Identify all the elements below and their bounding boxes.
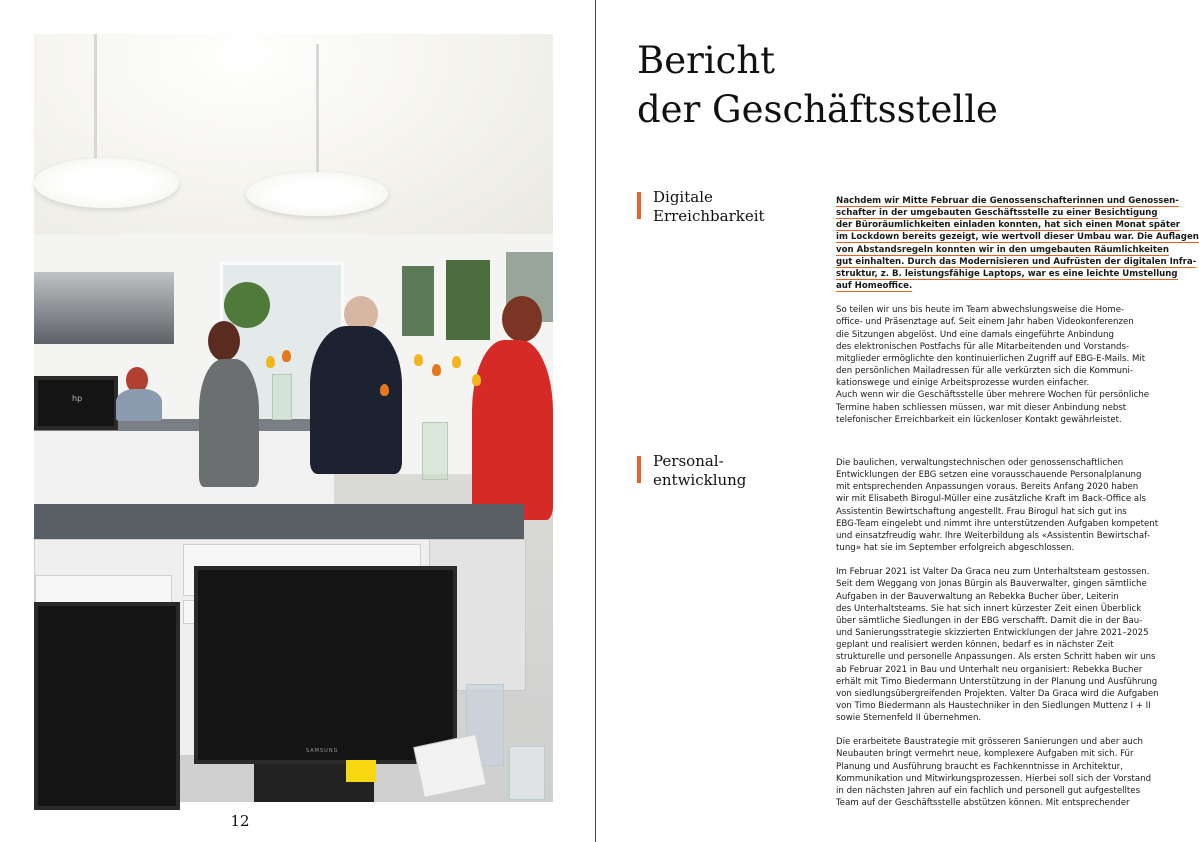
text-line: Nachdem wir Mitte Februar die Genossenschafterinnen und Genossen- — [836, 196, 1179, 206]
ceiling-lamp — [34, 158, 179, 208]
heading-line: Digitale — [653, 188, 713, 206]
text-line: Auch wenn wir die Geschäftsstelle über mehrere Wochen für persönliche — [836, 390, 1150, 401]
text-line: der Büroräumlichkeiten einladen konnten, hat sich einen Monat später — [836, 220, 1181, 231]
text-line: office- und Präsenztage auf. Seit einem Jahr haben Videokonferenzen — [836, 317, 1134, 328]
tulip — [282, 350, 291, 362]
tulip — [452, 356, 461, 368]
text-line: und einsatzfreudig wahr. Ihre Weiterbildung als «Assistentin Bewirtschaf- — [836, 530, 1150, 541]
text-line: auf Homeoffice. — [836, 281, 913, 292]
reception-desk — [34, 419, 334, 516]
wall-photo — [34, 272, 174, 344]
plant — [224, 282, 270, 328]
text-line: von Timo Biedermann als Haustechniker in den Siedlungen Muttenz I + II — [836, 700, 1151, 711]
tulip — [432, 364, 441, 376]
title-line: der Geschäftsstelle — [637, 88, 998, 131]
text-line: schafter in der umgebauten Geschäftsstelle zu einer Besichtigung — [836, 208, 1158, 219]
heading-line: Erreichbarkeit — [653, 207, 765, 225]
person-head — [208, 321, 240, 361]
text-line: Aufgaben in der Bauverwaltung an Rebekka Bucher über, Leiterin — [836, 591, 1119, 602]
lamp-rod — [316, 44, 319, 176]
text-line: in den nächsten Jahren auf ein fachlich und personell gut aufgestelltes — [836, 785, 1141, 796]
tulip — [472, 374, 481, 386]
ceiling-lamp — [246, 172, 388, 216]
text-line: mit entsprechenden Anpassungen voraus. Bereits Anfang 2020 haben — [836, 482, 1139, 493]
text-line: im Lockdown bereits gezeigt, wie wertvoll dieser Umbau war. Die Auflagen — [836, 232, 1199, 243]
text-line: über sämtliche Siedlungen in der EBG verschafft. Damit die in der Bau- — [836, 615, 1143, 626]
page-number: 12 — [230, 812, 250, 830]
text-line: strukturelle und personelle Anpassungen. Als ersten Schritt haben wir uns — [836, 652, 1156, 663]
text-line: tung» hat sie im September erfolgreich abgeschlossen. — [836, 543, 1075, 554]
text-line: Im Februar 2021 ist Valter Da Graca neu zum Unterhaltsteam gestossen. — [836, 567, 1150, 578]
section-heading-digitale-erreichbarkeit — [637, 188, 813, 226]
text-line: mitglieder ermöglichte den kontinuierlichen Zugriff auf EBG-E-Mails. Mit — [836, 353, 1146, 364]
text-line: von siedlungsübergreifenden Projekten. Valter Da Graca wird die Aufgaben — [836, 688, 1159, 699]
text-line: erhält mit Timo Biedermann Unterstützung in der Planung und Ausführung — [836, 676, 1158, 687]
monitor-logo: hp — [72, 394, 83, 403]
paragraph — [836, 566, 1158, 724]
person-standing — [199, 359, 259, 487]
heading-line: Personal- — [653, 452, 724, 470]
person-head — [502, 296, 542, 342]
text-line: des elektronischen Postfachs für alle Mitarbeitenden und Vorstands- — [836, 341, 1130, 352]
text-line: struktur, z. B. leistungsfähige Laptops, war es eine leichte Umstellung — [836, 268, 1178, 279]
section-body-digitale-erreichbarkeit — [836, 195, 1199, 438]
paragraph — [836, 457, 1158, 554]
text-line: gut einhalten. Durch das Modernisieren und Aufrüsten der digitalen Infra- — [836, 256, 1197, 267]
paragraph — [836, 304, 1158, 426]
text-line: den persönlichen Mailadressen für alle verkürzten sich die Kommuni- — [836, 366, 1133, 377]
accent-bar — [637, 456, 641, 483]
text-line: Team auf der Geschäftsstelle abstützen können. Mit entsprechender — [836, 798, 1130, 809]
tulip — [380, 384, 389, 396]
section-heading-personalentwicklung — [637, 452, 813, 490]
text-line: sowie Sternenfeld II übernehmen. — [836, 713, 982, 724]
accent-bar — [637, 192, 641, 219]
text-line: des Unterhaltsteams. Sie hat sich innert kürzester Zeit einen Überblick — [836, 603, 1142, 614]
right-page — [596, 0, 1199, 842]
lead-paragraph — [836, 195, 1199, 292]
heading-line: entwicklung — [653, 471, 747, 489]
wall-photo — [446, 260, 490, 340]
page-title — [637, 36, 1157, 134]
text-line: So teilen wir uns bis heute im Team abwechslungsweise die Home- — [836, 305, 1125, 316]
glass-cup — [509, 746, 545, 800]
text-line: wir mit Elisabeth Birogul-Müller eine zusätzliche Kraft im Back-Office als — [836, 494, 1146, 505]
tulip — [266, 356, 275, 368]
text-line: Termine haben schliessen müssen, war mit dieser Anbindung nebst — [836, 402, 1127, 413]
monitor-left — [34, 602, 180, 810]
text-line: Neubauten bringt vermehrt neue, komplexere Aufgaben mit sich. Für — [836, 749, 1134, 760]
text-line: von Abstandsregeln konnten wir in den umgebauten Räumlichkeiten — [836, 244, 1169, 255]
text-line: die Sitzungen abgelöst. Und eine damals eingeführte Anbindung — [836, 329, 1114, 340]
left-page — [0, 0, 595, 842]
text-line: ab Februar 2021 in Bau und Unterhalt neu organisiert: Rebekka Bucher — [836, 664, 1143, 675]
text-line: Die baulichen, verwaltungstechnischen oder genossenschaftlichen — [836, 458, 1124, 468]
person-seated — [116, 389, 162, 421]
wall-photo — [402, 266, 434, 336]
person-standing — [472, 340, 553, 520]
tulip — [414, 354, 423, 366]
person-standing — [310, 326, 402, 474]
text-line: Kommunikation und Mitwirkungsprozessen. Hierbei soll sich der Vorstand — [836, 773, 1152, 784]
section-body-personalentwicklung — [836, 457, 1158, 821]
title-line: Bericht — [637, 39, 776, 82]
text-line: Seit dem Weggang von Jonas Bürgin als Bauverwalter, gingen sämtliche — [836, 579, 1147, 590]
text-line: Die erarbeitete Baustrategie mit grösseren Sanierungen und aber auch — [836, 737, 1143, 748]
text-line: Assistentin Bewirtschaftung angestellt. Frau Birogul hat sich gut ins — [836, 506, 1127, 517]
vase — [272, 374, 292, 420]
office-photo — [34, 34, 553, 802]
text-line: Planung und Ausführung braucht es Fachkenntnisse in Architektur, — [836, 761, 1123, 772]
vase — [422, 422, 448, 480]
text-line: kationswege und einige Arbeitsprozesse wurden einfacher. — [836, 378, 1090, 389]
lamp-rod — [94, 34, 97, 162]
sticky-notes — [346, 760, 376, 782]
monitor-brand: SAMSUNG — [306, 748, 339, 754]
text-line: und Sanierungsstrategie skizzierten Entwicklungen der Jahre 2021–2025 — [836, 628, 1149, 639]
text-line: telefonischer Erreichbarkeit ein lückenloser Kontakt gewährleistet. — [836, 414, 1122, 425]
text-line: EBG-Team eingelebt und nimmt ihre unterstützenden Aufgaben kompetent — [836, 518, 1159, 529]
text-line: geplant und realisiert werden können, bedarf es in nächster Zeit — [836, 640, 1114, 651]
small-monitor — [34, 376, 118, 430]
monitor-samsung — [194, 566, 457, 764]
paragraph — [836, 736, 1158, 809]
text-line: Entwicklungen der EBG setzen eine vorausschauende Personalplanung — [836, 470, 1142, 481]
